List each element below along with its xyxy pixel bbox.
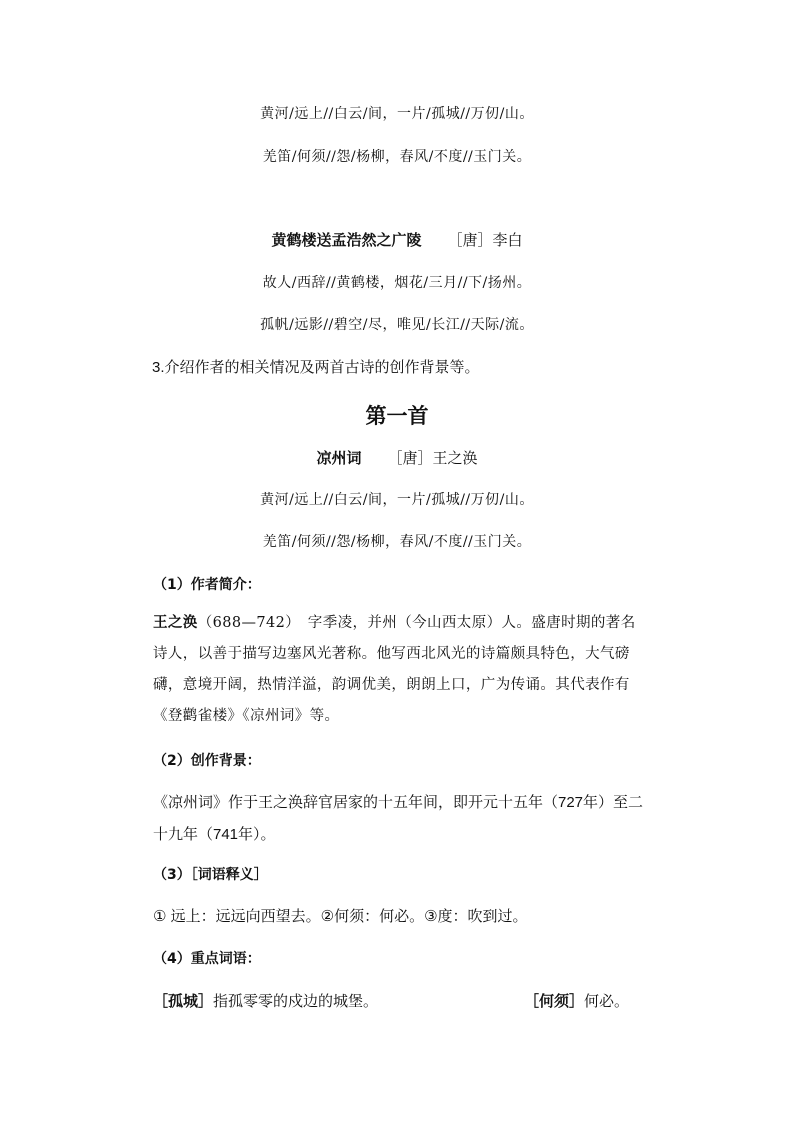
key-word-term: ［孤城］ (153, 992, 214, 1010)
poem-line: 羌笛/何须//怨/杨柳，春风/不度//玉门关。 (262, 534, 532, 550)
sec2-heading: （2）创作背景： (153, 753, 261, 769)
key-word-term: ［何须］ (524, 992, 585, 1010)
poem-line: 羌笛/何须//怨/杨柳，春风/不度//玉门关。 (262, 149, 532, 165)
step-3-text: 3.介绍作者的相关情况及两首古诗的创作背景等。 (152, 359, 480, 376)
poem-line: 孤帆/远影//碧空/尽，唯见/长江//天际/流。 (260, 317, 534, 333)
poem-title: 黄鹤楼送孟浩然之广陵 (271, 231, 422, 249)
key-word-2 (524, 990, 629, 1011)
poem-title-liangzhouci (0, 447, 794, 468)
key-word-definition: 指孤零零的戍边的城堡。 (213, 993, 379, 1010)
author-intro-paragraph (153, 608, 649, 732)
section-heading: 第一首 (365, 404, 429, 428)
author-name: 王之涣 (153, 615, 198, 631)
sec3-heading: （3）［词语释义］ (153, 867, 268, 883)
poem-author: ［唐］李白 (447, 231, 523, 249)
author-intro-text: （688—742） 字季凌，并州（今山西太原）人。盛唐时期的著名诗人，以善于描写边塞风光著称。他写西北风光的诗篇颇具特色，大气磅礴，意境开阔，热情洋溢，韵调优美，朗朗上口，广为传诵。其代表作有《登鹳雀楼》《凉州词》等。 (153, 615, 636, 724)
poem-line: 黄河/远上//白云/间，一片/孤城//万仞/山。 (260, 106, 534, 122)
word-meaning-text: ① 远上：远远向西望去。②何须：何必。③度：吹到过。 (153, 908, 528, 925)
poem-author: ［唐］王之涣 (387, 449, 478, 467)
sec1-heading: （1）作者简介： (153, 577, 261, 593)
poem-line: 故人/西辞//黄鹤楼，烟花/三月//下/扬州。 (262, 275, 532, 291)
sec4-heading: （4）重点词语： (153, 951, 261, 967)
background-paragraph: 《凉州词》作于王之涣辞官居家的十五年间，即开元十五年（727年）至二十九年（741年）。 (153, 794, 644, 843)
poem-title-huanghelou (0, 229, 794, 250)
key-word-definition: 何必。 (584, 993, 630, 1010)
poem-line: 黄河/远上//白云/间，一片/孤城//万仞/山。 (260, 492, 534, 508)
key-word-1 (153, 990, 378, 1011)
poem-title: 凉州词 (316, 449, 362, 467)
